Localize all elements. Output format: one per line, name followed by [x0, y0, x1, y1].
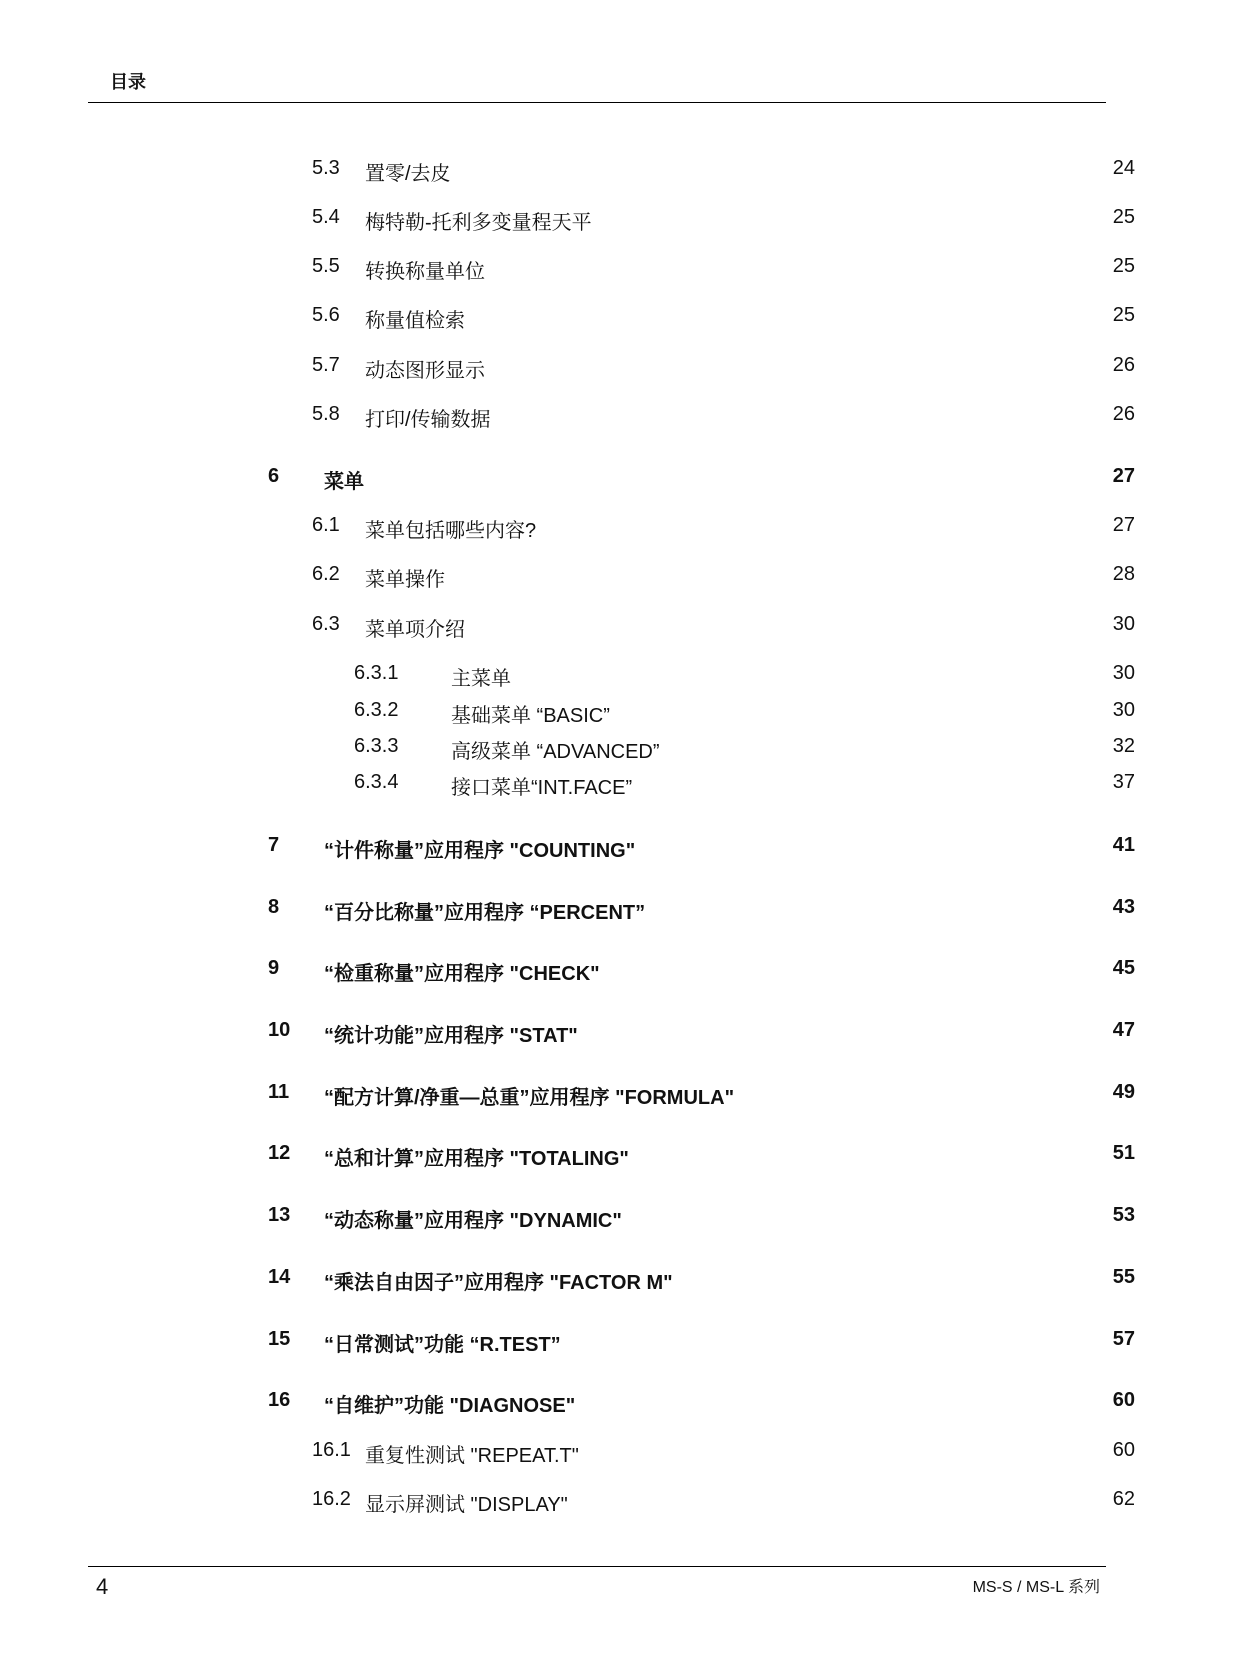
toc-entry-number: 11 — [268, 1081, 290, 1103]
toc-entry-page: 37 — [1112, 771, 1135, 793]
toc-entry[interactable] — [0, 346, 1240, 386]
toc-entry-number: 6 — [268, 465, 280, 487]
toc-entry-number: 14 — [268, 1266, 291, 1288]
toc-entry[interactable] — [0, 296, 1240, 336]
toc-entry-number: 7 — [268, 834, 280, 856]
toc-entry[interactable] — [0, 1381, 1240, 1421]
toc-entry-title: “检重称量”应用程序 "CHECK" — [324, 963, 600, 985]
toc-entry[interactable] — [0, 727, 1240, 767]
toc-entry-page: 49 — [1112, 1081, 1135, 1103]
toc-entry-title: 菜单 — [324, 471, 364, 493]
toc-entry-number: 6.3.3 — [354, 735, 399, 757]
toc-entry-page: 60 — [1112, 1389, 1135, 1411]
toc-entry-page: 30 — [1112, 613, 1135, 635]
toc-entry-title: 高级菜单 “ADVANCED” — [451, 741, 660, 763]
toc-entry-page: 25 — [1112, 206, 1135, 228]
toc-entry-page: 45 — [1112, 957, 1135, 979]
toc-entry-title: 置零/去皮 — [365, 163, 451, 185]
toc-entry-page: 28 — [1112, 563, 1135, 585]
toc-entry-title: 菜单项介绍 — [365, 619, 465, 641]
toc-entry-title: “日常测试”功能 “R.TEST” — [324, 1334, 561, 1356]
toc-entry-number: 5.5 — [312, 255, 340, 277]
toc-entry-number: 9 — [268, 957, 280, 979]
toc-entry-title: 称量值检索 — [365, 310, 465, 332]
toc-entry-page: 30 — [1112, 699, 1135, 721]
toc-entry-page: 41 — [1112, 834, 1135, 856]
toc-entry[interactable] — [0, 1431, 1240, 1471]
toc-entry-number: 5.3 — [312, 157, 340, 179]
toc-entry-number: 6.3.2 — [354, 699, 399, 721]
toc-entry[interactable] — [0, 888, 1240, 928]
toc-entry-title: 菜单包括哪些内容? — [365, 520, 537, 542]
toc-entry-title: “百分比称量”应用程序 “PERCENT” — [324, 902, 646, 924]
footer-page-number: 4 — [96, 1574, 109, 1599]
toc-entry-title: 菜单操作 — [365, 569, 445, 591]
toc-entry-number: 5.7 — [312, 354, 340, 376]
toc-entry[interactable] — [0, 763, 1240, 803]
toc-entry-number: 13 — [268, 1204, 291, 1226]
toc-entry-number: 6.3 — [312, 613, 340, 635]
toc-entry[interactable] — [0, 1073, 1240, 1113]
toc-entry[interactable] — [0, 1480, 1240, 1520]
toc-entry[interactable] — [0, 1258, 1240, 1298]
toc-entry-title: 重复性测试 "REPEAT.T" — [365, 1445, 579, 1467]
toc-entry-title: 主菜单 — [451, 668, 511, 690]
toc-entry[interactable] — [0, 949, 1240, 989]
toc-entry-number: 6.1 — [312, 514, 340, 536]
toc-entry-title: 转换称量单位 — [365, 261, 485, 283]
toc-entry-page: 43 — [1112, 896, 1135, 918]
toc-entry-page: 47 — [1112, 1019, 1135, 1041]
toc-entry-page: 55 — [1112, 1266, 1135, 1288]
toc-entry-page: 60 — [1112, 1439, 1135, 1461]
toc-entry[interactable] — [0, 1320, 1240, 1360]
toc-entry[interactable] — [0, 1196, 1240, 1236]
toc-entry[interactable] — [0, 555, 1240, 595]
toc-entry-page: 26 — [1112, 354, 1135, 376]
toc-entry[interactable] — [0, 247, 1240, 287]
toc-entry-number: 6.3.1 — [354, 662, 399, 684]
toc-entry-title: “乘法自由因子”应用程序 "FACTOR M" — [324, 1272, 673, 1294]
toc-entry-page: 26 — [1112, 403, 1135, 425]
toc-entry-number: 15 — [268, 1328, 291, 1350]
toc-entry[interactable] — [0, 198, 1240, 238]
toc-entry[interactable] — [0, 654, 1240, 694]
toc-entry-title: 梅特勒-托利多变量程天平 — [365, 212, 592, 234]
page-header-title: 目录 — [110, 72, 146, 92]
toc-entry-page: 51 — [1112, 1142, 1135, 1164]
toc-entry-page: 25 — [1112, 304, 1135, 326]
toc-entry-page: 57 — [1112, 1328, 1135, 1350]
footer-divider — [88, 1566, 1106, 1567]
toc-entry-page: 32 — [1112, 735, 1135, 757]
footer-series-label: MS-S / MS-L 系列 — [972, 1579, 1100, 1596]
toc-entry[interactable] — [0, 826, 1240, 866]
toc-entry-page: 30 — [1112, 662, 1135, 684]
toc-entry-number: 5.8 — [312, 403, 340, 425]
toc-entry[interactable] — [0, 395, 1240, 435]
toc-entry-title: 基础菜单 “BASIC” — [451, 705, 610, 727]
toc-entry-number: 5.6 — [312, 304, 340, 326]
toc-entry-page: 25 — [1112, 255, 1135, 277]
toc-entry[interactable] — [0, 1011, 1240, 1051]
toc-entry-page: 62 — [1112, 1488, 1135, 1510]
toc-entry-page: 53 — [1112, 1204, 1135, 1226]
toc-entry-number: 16.1 — [312, 1439, 351, 1461]
toc-entry-title: 动态图形显示 — [365, 360, 485, 382]
toc-entry-title: “计件称量”应用程序 "COUNTING" — [324, 840, 636, 862]
toc-entry-title: “配方计算/净重—总重”应用程序 "FORMULA" — [324, 1087, 735, 1109]
toc-entry-page: 27 — [1112, 514, 1135, 536]
toc-entry-title: 打印/传输数据 — [365, 409, 491, 431]
toc-entry-title: “动态称量”应用程序 "DYNAMIC" — [324, 1210, 622, 1232]
toc-entry[interactable] — [0, 457, 1240, 497]
toc-entry[interactable] — [0, 1134, 1240, 1174]
toc-entry[interactable] — [0, 605, 1240, 645]
toc-entry[interactable] — [0, 691, 1240, 731]
toc-entry-title: “自维护”功能 "DIAGNOSE" — [324, 1395, 576, 1417]
toc-entry-title: 接口菜单“INT.FACE” — [451, 777, 633, 799]
toc-entry[interactable] — [0, 506, 1240, 546]
toc-entry-number: 8 — [268, 896, 280, 918]
header-divider — [88, 102, 1106, 103]
toc-entry-number: 16 — [268, 1389, 291, 1411]
toc-entry-number: 6.2 — [312, 563, 340, 585]
toc-entry[interactable] — [0, 149, 1240, 189]
toc-entry-title: “总和计算”应用程序 "TOTALING" — [324, 1148, 629, 1170]
toc-entry-page: 27 — [1112, 465, 1135, 487]
toc-entry-number: 10 — [268, 1019, 291, 1041]
toc-entry-title: 显示屏测试 "DISPLAY" — [365, 1494, 568, 1516]
toc-entry-number: 5.4 — [312, 206, 340, 228]
toc-entry-number: 6.3.4 — [354, 771, 399, 793]
toc-entry-page: 24 — [1112, 157, 1135, 179]
toc-entry-title: “统计功能”应用程序 "STAT" — [324, 1025, 578, 1047]
toc-entry-number: 12 — [268, 1142, 291, 1164]
toc-entry-number: 16.2 — [312, 1488, 351, 1510]
